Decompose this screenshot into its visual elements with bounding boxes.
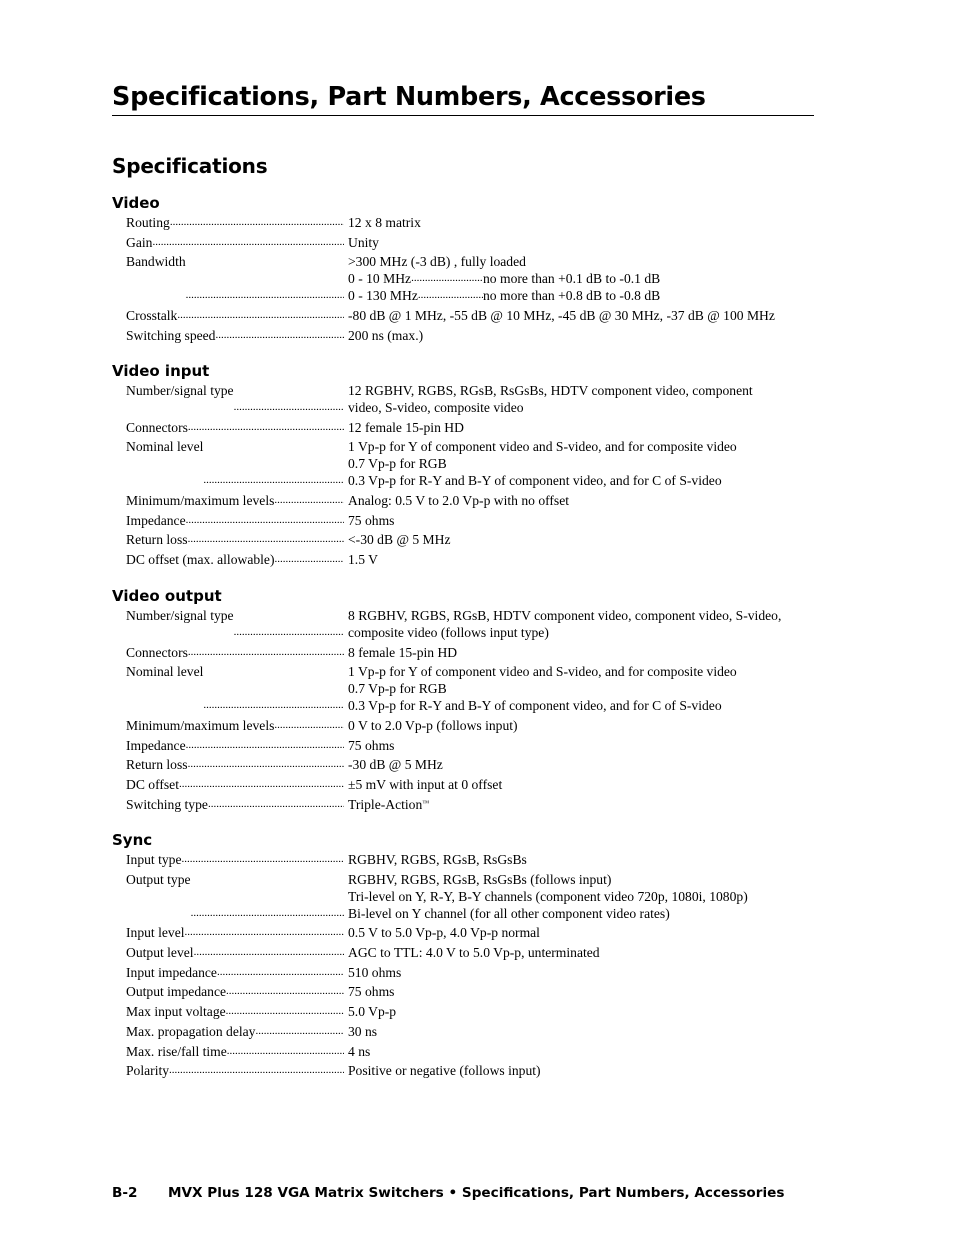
- dot-leader: [182, 851, 345, 868]
- spec-label: [126, 419, 344, 436]
- spec-value-line: 75 ohms: [348, 737, 395, 753]
- video-input-spec-group: [112, 362, 832, 568]
- spec-value: [348, 1003, 832, 1020]
- spec-value-line: 1 Vp-p for Y of component video and S-video, and for composite video: [348, 439, 737, 455]
- spec-label: [126, 776, 344, 793]
- spec-subrow: [348, 287, 678, 304]
- spec-value: [348, 253, 832, 304]
- spec-value-line: 30 ns: [348, 1023, 378, 1039]
- spec-value-line: 0.5 V to 5.0 Vp-p, 4.0 Vp-p normal: [348, 925, 540, 941]
- spec-value-line: 12 female 15-pin HD: [348, 419, 464, 435]
- spec-row: [112, 1043, 832, 1060]
- dot-leader: [234, 382, 344, 416]
- spec-value: [348, 964, 832, 981]
- spec-row: [112, 234, 832, 251]
- spec-value: [348, 756, 832, 773]
- spec-subrow: [348, 270, 678, 287]
- spec-label: [126, 924, 344, 941]
- dot-leader: [177, 307, 344, 324]
- spec-label: [126, 438, 344, 489]
- spec-value: [348, 1062, 832, 1079]
- spec-value-line: video, S-video, composite video: [348, 400, 524, 415]
- spec-value-line: 1.5 V: [348, 552, 378, 568]
- page-title: Specifications, Part Numbers, Accessories: [112, 80, 814, 116]
- spec-value-line: 12 RGBHV, RGBS, RGsB, RsGsBs, HDTV component video, component: [348, 383, 753, 398]
- spec-label-text: Routing: [126, 215, 170, 230]
- spec-label: [126, 512, 344, 529]
- dot-leader: [186, 512, 344, 529]
- spec-label-text: Connectors: [126, 644, 188, 660]
- spec-label-text: Max input voltage: [126, 1004, 226, 1020]
- spec-label-text: Impedance: [126, 737, 186, 753]
- spec-subrow-label-text: 0 - 10 MHz: [348, 271, 412, 287]
- group-heading: Video output: [112, 587, 222, 605]
- spec-label-text: Return loss: [126, 757, 188, 773]
- spec-row: [112, 419, 832, 436]
- spec-label: [126, 756, 344, 773]
- spec-label: [126, 871, 344, 922]
- spec-label: [126, 1003, 344, 1020]
- spec-row: [112, 644, 832, 661]
- dot-leader: [170, 214, 344, 231]
- dot-leader: [169, 1062, 344, 1079]
- spec-value: [348, 307, 832, 324]
- spec-value-line: 1 Vp-p for Y of component video and S-video, and for composite video: [348, 664, 737, 680]
- spec-value: [348, 551, 832, 568]
- dot-leader: [418, 287, 483, 304]
- spec-value: [348, 1043, 832, 1060]
- dot-leader: [217, 964, 344, 981]
- spec-value-line: RGBHV, RGBS, RGsB, RsGsBs (follows input): [348, 871, 612, 887]
- dot-leader: [188, 756, 344, 773]
- spec-value-line: Unity: [348, 234, 379, 250]
- spec-label: [126, 1043, 344, 1060]
- spec-label-text: Output impedance: [126, 984, 227, 1000]
- spec-subrow-label: [348, 287, 483, 304]
- spec-label-text: Nominal level: [126, 439, 204, 455]
- spec-label-text: Minimum/maximum levels: [126, 718, 275, 734]
- spec-row: [112, 776, 832, 793]
- spec-row: [112, 607, 832, 641]
- spec-value-line: 0.3 Vp-p for R-Y and B-Y of component video, and for C of S-video: [348, 698, 722, 714]
- spec-value: [348, 717, 832, 734]
- spec-row: [112, 1003, 832, 1020]
- spec-label-text: Input type: [126, 852, 182, 867]
- spec-row: [112, 492, 832, 509]
- spec-label-text: Number/signal type: [126, 608, 234, 623]
- page-footer: [112, 1183, 784, 1203]
- spec-row: [112, 307, 832, 324]
- dot-leader: [186, 253, 344, 304]
- spec-value: [348, 492, 832, 509]
- spec-value-line: [348, 796, 832, 813]
- spec-value-line: 0 V to 2.0 Vp-p (follows input): [348, 718, 518, 734]
- spec-label: [126, 327, 344, 344]
- dot-leader: [226, 1003, 344, 1020]
- dot-leader: [274, 492, 344, 509]
- spec-value-line: >300 MHz (-3 dB) , fully loaded: [348, 254, 526, 270]
- spec-label: [126, 1062, 344, 1079]
- spec-value: [348, 327, 832, 344]
- spec-value: [348, 382, 832, 416]
- spec-row: [112, 382, 832, 416]
- spec-label: [126, 214, 344, 231]
- spec-value: [348, 737, 832, 754]
- sync-spec-group: [112, 831, 832, 1079]
- spec-label-text: Input level: [126, 925, 185, 941]
- spec-label-text: Minimum/maximum levels: [126, 493, 275, 509]
- spec-value: [348, 607, 832, 641]
- spec-subrow-label: [348, 270, 483, 287]
- spec-value: [348, 214, 832, 231]
- spec-label-text: Nominal level: [126, 664, 204, 680]
- spec-value-line: -30 dB @ 5 MHz: [348, 757, 443, 773]
- spec-label-text: Output level: [126, 945, 194, 961]
- dot-leader: [227, 1043, 344, 1060]
- footer-text: MVX Plus 128 VGA Matrix Switchers • Specifications, Part Numbers, Accessories: [168, 1185, 785, 1201]
- spec-value-line: 0.7 Vp-p for RGB: [348, 681, 447, 697]
- spec-label: [126, 253, 344, 304]
- spec-value-line: -80 dB @ 1 MHz, -55 dB @ 10 MHz, -45 dB @ 30 MHz, -37 dB @ 100 MHz: [348, 308, 775, 324]
- dot-leader: [186, 737, 344, 754]
- spec-label-text: Input impedance: [126, 964, 217, 980]
- dot-leader: [194, 944, 344, 961]
- spec-label-text: Connectors: [126, 419, 188, 435]
- trademark-symbol: ™: [422, 798, 430, 807]
- spec-label: [126, 492, 344, 509]
- spec-value: [348, 776, 832, 793]
- spec-label-text: DC offset (max. allowable): [126, 552, 275, 568]
- dot-leader: [179, 776, 344, 793]
- spec-row: [112, 1062, 832, 1079]
- dot-leader: [411, 270, 483, 287]
- dot-leader: [203, 438, 344, 489]
- spec-value: [348, 234, 832, 251]
- spec-label: [126, 737, 344, 754]
- spec-value-line: 510 ohms: [348, 964, 402, 980]
- spec-subrow-value: no more than +0.8 dB to -0.8 dB: [483, 288, 661, 304]
- spec-value-line: ±5 mV with input at 0 offset: [348, 777, 503, 793]
- spec-value-line: Positive or negative (follows input): [348, 1063, 541, 1079]
- spec-label: [126, 531, 344, 548]
- spec-label: [126, 851, 344, 868]
- spec-row: [112, 717, 832, 734]
- spec-value-line: 0.3 Vp-p for R-Y and B-Y of component video, and for C of S-video: [348, 473, 722, 489]
- spec-label-text: Max. propagation delay: [126, 1023, 256, 1039]
- spec-label: [126, 234, 344, 251]
- dot-leader: [188, 644, 344, 661]
- spec-value-line: 200 ns (max.): [348, 327, 424, 343]
- spec-value-line: Analog: 0.5 V to 2.0 Vp-p with no offset: [348, 493, 570, 509]
- spec-value-line: 0.7 Vp-p for RGB: [348, 456, 447, 472]
- dot-leader: [191, 871, 344, 922]
- spec-row: [112, 253, 832, 304]
- spec-label: [126, 644, 344, 661]
- spec-row: [112, 551, 832, 568]
- spec-value: [348, 983, 832, 1000]
- spec-value: [348, 419, 832, 436]
- spec-row: [112, 214, 832, 231]
- spec-value-line: AGC to TTL: 4.0 V to 5.0 Vp-p, unterminated: [348, 945, 600, 961]
- spec-value-line: 12 x 8 matrix: [348, 215, 421, 230]
- dot-leader: [274, 551, 344, 568]
- spec-value: [348, 663, 832, 714]
- spec-value-line: 5.0 Vp-p: [348, 1004, 397, 1020]
- spec-row: [112, 983, 832, 1000]
- spec-label-text: Gain: [126, 234, 153, 250]
- spec-row: [112, 871, 832, 922]
- spec-value: [348, 924, 832, 941]
- spec-row: [112, 663, 832, 714]
- spec-row: [112, 944, 832, 961]
- spec-value: [348, 438, 832, 489]
- spec-value-line: Tri-level on Y, R-Y, B-Y channels (component video 720p, 1080i, 1080p): [348, 888, 748, 904]
- spec-value-line: composite video (follows input type): [348, 625, 549, 640]
- group-heading: Video input: [112, 362, 210, 380]
- spec-value-line: 75 ohms: [348, 984, 395, 1000]
- spec-value: [348, 871, 832, 922]
- video-output-spec-group: [112, 587, 832, 813]
- dot-leader: [234, 607, 344, 641]
- spec-value-line: <-30 dB @ 5 MHz: [348, 532, 451, 548]
- spec-row: [112, 327, 832, 344]
- spec-label-text: Number/signal type: [126, 383, 234, 398]
- spec-label-text: Switching type: [126, 796, 208, 812]
- spec-value: [348, 944, 832, 961]
- spec-value: [348, 796, 832, 813]
- spec-row: [112, 512, 832, 529]
- spec-label-text: Impedance: [126, 512, 186, 528]
- spec-row: [112, 964, 832, 981]
- spec-label-text: DC offset: [126, 777, 179, 793]
- spec-label: [126, 551, 344, 568]
- dot-leader: [203, 663, 344, 714]
- dot-leader: [274, 717, 344, 734]
- spec-row: [112, 531, 832, 548]
- spec-row: [112, 796, 832, 813]
- spec-label-text: Crosstalk: [126, 308, 178, 324]
- spec-value-line: 4 ns: [348, 1043, 371, 1059]
- dot-leader: [208, 796, 344, 813]
- spec-label: [126, 382, 344, 416]
- video-spec-group: [112, 194, 832, 344]
- spec-label: [126, 717, 344, 734]
- spec-value: [348, 644, 832, 661]
- spec-label: [126, 983, 344, 1000]
- dot-leader: [255, 1023, 344, 1040]
- spec-value-line: RGBHV, RGBS, RGsB, RsGsBs: [348, 852, 527, 867]
- spec-label: [126, 944, 344, 961]
- spec-value: [348, 512, 832, 529]
- spec-label-text: Max. rise/fall time: [126, 1043, 227, 1059]
- dot-leader: [226, 983, 344, 1000]
- spec-label-text: Return loss: [126, 532, 188, 548]
- dot-leader: [152, 234, 344, 251]
- dot-leader: [188, 419, 344, 436]
- spec-label-text: Switching speed: [126, 327, 216, 343]
- spec-subrow-label-text: 0 - 130 MHz: [348, 288, 418, 304]
- spec-label: [126, 796, 344, 813]
- dot-leader: [215, 327, 344, 344]
- spec-row: [112, 1023, 832, 1040]
- spec-value-line: 75 ohms: [348, 512, 395, 528]
- spec-subrow-value: no more than +0.1 dB to -0.1 dB: [483, 271, 661, 287]
- spec-row: [112, 756, 832, 773]
- spec-label: [126, 964, 344, 981]
- spec-row: [112, 737, 832, 754]
- spec-label: [126, 307, 344, 324]
- spec-value: [348, 851, 832, 868]
- group-heading: Video: [112, 194, 160, 212]
- spec-label-text: Polarity: [126, 1063, 170, 1079]
- group-heading: Sync: [112, 831, 153, 849]
- spec-label: [126, 663, 344, 714]
- spec-label-text: Output type: [126, 871, 191, 887]
- section-title: Specifications: [112, 154, 268, 178]
- dot-leader: [188, 531, 344, 548]
- spec-label-text: Bandwidth: [126, 254, 186, 270]
- spec-row: [112, 924, 832, 941]
- spec-row: [112, 851, 832, 868]
- spec-label: [126, 607, 344, 641]
- spec-value: [348, 531, 832, 548]
- page-number: B-2: [112, 1185, 138, 1201]
- spec-label: [126, 1023, 344, 1040]
- spec-value-line: 8 RGBHV, RGBS, RGsB, HDTV component video, component video, S-video,: [348, 608, 782, 623]
- spec-value-line: 8 female 15-pin HD: [348, 644, 458, 660]
- spec-value-text: Triple-Action: [348, 796, 423, 812]
- spec-value-line: Bi-level on Y channel (for all other component video rates): [348, 905, 670, 921]
- spec-value: [348, 1023, 832, 1040]
- spec-row: [112, 438, 832, 489]
- dot-leader: [185, 924, 344, 941]
